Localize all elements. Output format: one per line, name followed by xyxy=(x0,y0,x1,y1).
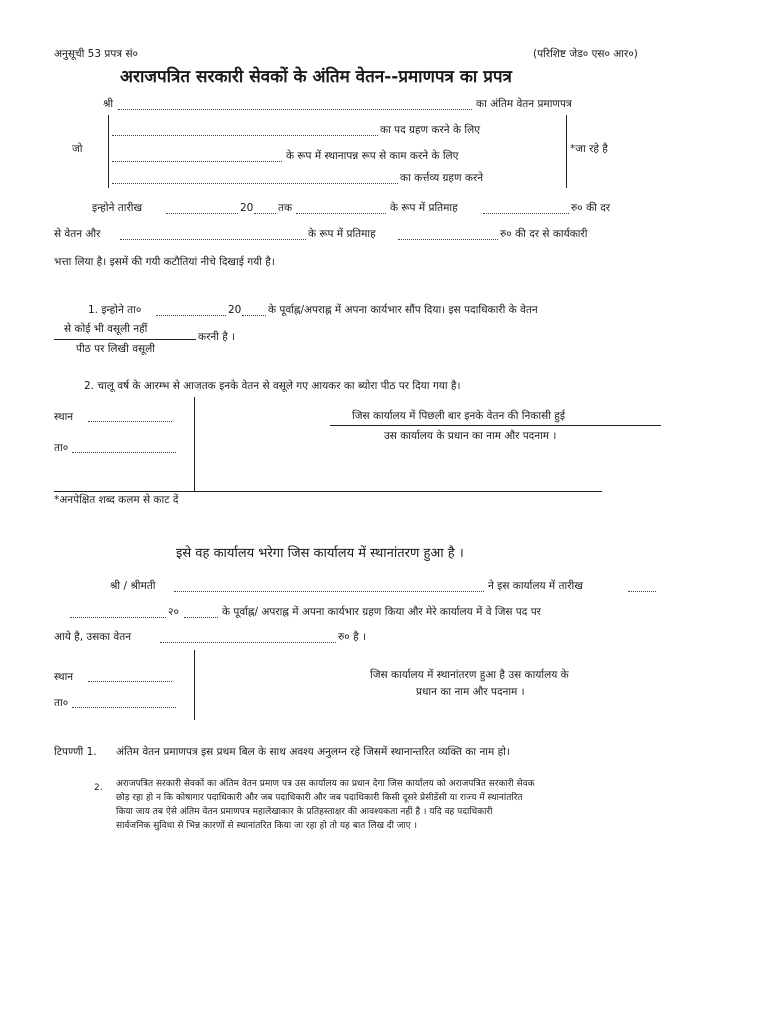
recovery-suffix: करनी है । xyxy=(198,331,236,343)
item2-text: 2. चालू वर्ष के आरम्भ से आजतक इनके वेतन से वसूले गए आयकर का ब्योरा पीठ पर दिया गया है। xyxy=(84,380,461,392)
joining-date-field[interactable] xyxy=(628,591,656,592)
section-divider xyxy=(194,397,195,492)
take-charge-line: का पद ग्रहण करने के लिए xyxy=(380,124,480,136)
right-brace-line xyxy=(566,115,567,188)
took-charge-text: के पूर्वाह्न/ अपराह्न में अपना कार्यभार ग्रहण किया और मेरे कार्यालय में वे जिस पद पर xyxy=(222,606,541,618)
left-brace-line xyxy=(108,115,109,188)
note-2-number: 2. xyxy=(94,783,103,793)
form-title: अराजपत्रित सरकारी सेवकों के अंतिम वेतन--प्रमाणपत्र का प्रपत्र xyxy=(120,67,512,87)
salary-and-label: से वेतन और xyxy=(54,228,101,240)
rupees-label: रु० है । xyxy=(338,631,366,643)
duty-field[interactable] xyxy=(112,183,398,184)
note-2-line-1: अराजपत्रित सरकारी सेवकों का अंतिम वेतन प्रमाण पत्र उस कार्यालय का प्रधान देगा जिस कार्यालय को अराजपत्रित सरकारी सेवक xyxy=(116,779,535,789)
appendix-reference: (परिशिष्ट जेड० एस० आर०) xyxy=(533,48,638,60)
year-field[interactable] xyxy=(254,213,276,214)
sign-date-field[interactable] xyxy=(72,452,176,453)
jo-label: जो xyxy=(72,143,83,155)
form-number: अनुसूची 53 प्रपत्र सं० xyxy=(54,48,139,60)
shri-shrimati-label: श्री / श्रीमती xyxy=(110,580,156,592)
date-label-2: ता० xyxy=(54,442,69,454)
year-label-2: २० xyxy=(168,606,179,618)
item1-text: के पूर्वाह्न/अपराह्न में अपना कार्यभार सौंप दिया। इस पदाधिकारी के वेतन xyxy=(268,304,538,316)
as-field[interactable] xyxy=(296,213,386,214)
year-prefix: 20 xyxy=(240,202,254,214)
deductions-line: भत्ता लिया है। इसमें की गयी कटौतियां नीचे दिखाई गयी है। xyxy=(54,256,275,268)
note-2-line-3: किया जाय तब ऐसे अंतिम वेतन प्रमाणपत्र महालेखाकार के प्रतिहस्ताक्षर की आवश्यकता नहीं है । यदि वह पदाधिकारी xyxy=(116,807,493,817)
date-label: इन्होने तारीख xyxy=(92,202,143,214)
office-head-label-2: प्रधान का नाम और पदनाम । xyxy=(416,686,525,698)
strike-note: *अनपेक्षित शब्द कलम से काट दें xyxy=(54,494,179,506)
rate-field[interactable] xyxy=(483,213,569,214)
post-field[interactable] xyxy=(112,135,378,136)
drawing-office-label: जिस कार्यालय में पिछली बार इनके वेतन की निकासी हुई xyxy=(352,410,565,422)
officiate-line: के रूप में स्थानापन्न रूप से काम करने के लिए xyxy=(286,150,459,162)
recovery-none-option: से कोई भी वसूली नहीं xyxy=(64,323,148,335)
monthly-label-2: के रूप में प्रतिमाह xyxy=(308,228,376,240)
rate-label: रु० की दर xyxy=(571,202,611,214)
office-head-label: उस कार्यालय के प्रधान का नाम और पदनाम । xyxy=(384,430,557,442)
till-label: तक xyxy=(278,202,293,214)
item1-year-prefix: 20 xyxy=(228,304,242,316)
section-bottom-rule xyxy=(54,491,602,492)
notes-label: टिपण्णी 1. xyxy=(54,746,97,758)
signature-line[interactable] xyxy=(330,425,661,426)
date-field[interactable] xyxy=(166,213,238,214)
name-field[interactable] xyxy=(118,109,472,110)
fraction-line xyxy=(54,339,196,340)
officiate-field[interactable] xyxy=(112,161,282,162)
section2-heading: इसे वह कार्यालय भरेगा जिस कार्यालय में स्थानांतरण हुआ है । xyxy=(176,546,464,561)
note-2-line-2: छोड़ रहा हो न कि कोषागार पदाधिकारी और जब पदाधिकारी और जब पदाधिकारी किसी दूसरे प्रेसीडेंसी या राज्य में स्थानांतरित xyxy=(116,793,523,803)
relieved-year-field[interactable] xyxy=(242,315,266,316)
recovery-overleaf-option: पीठ पर लिखी वसूली xyxy=(76,343,155,355)
place-label: स्थान xyxy=(54,411,74,423)
allowance-field[interactable] xyxy=(120,239,306,240)
salary-field[interactable] xyxy=(160,642,336,643)
allowance-rate-field[interactable] xyxy=(398,239,498,240)
relieved-date-field[interactable] xyxy=(156,315,226,316)
duty-line: का कर्त्तव्य ग्रहण करने xyxy=(400,172,484,184)
transfer-office-label: जिस कार्यालय में स्थानांतरण हुआ है उस कार्यालय के xyxy=(370,669,569,681)
joining-date-field-2[interactable] xyxy=(70,617,166,618)
section2-divider xyxy=(194,650,195,720)
note-2-line-4: सार्वजनिक सुविधा से भिन्न कारणों से स्थानांतरित किया जा रहा हो तो यह बात लिख दी जाए । xyxy=(116,821,418,831)
going-label: *जा रहे है xyxy=(570,143,608,155)
joining-year-field[interactable] xyxy=(184,617,218,618)
salary-label: आये है, उसका वेतन xyxy=(54,631,132,643)
joining-name-field[interactable] xyxy=(174,591,484,592)
place-field-2[interactable] xyxy=(88,681,172,682)
place-label-2: स्थान xyxy=(54,671,74,683)
sign-date-field-2[interactable] xyxy=(72,707,176,708)
place-field[interactable] xyxy=(88,421,172,422)
rate-label-2: रु० की दर से कार्यकारी xyxy=(500,228,588,240)
shri-label: श्री xyxy=(103,98,114,110)
note-1: अंतिम वेतन प्रमाणपत्र इस प्रथम बिल के साथ अवश्य अनुलग्न रहे जिसमें स्थानान्तरित व्यक्ति का नाम हो। xyxy=(116,746,510,758)
date-label-3: ता० xyxy=(54,697,69,709)
monthly-label: के रूप में प्रतिमाह xyxy=(390,202,458,214)
certificate-of-label: का अंतिम वेतन प्रमाणपत्र xyxy=(476,98,572,110)
item1-label: 1. इन्होने ता० xyxy=(88,304,142,316)
joined-on-label: ने इस कार्यालय में तारीख xyxy=(488,580,583,592)
